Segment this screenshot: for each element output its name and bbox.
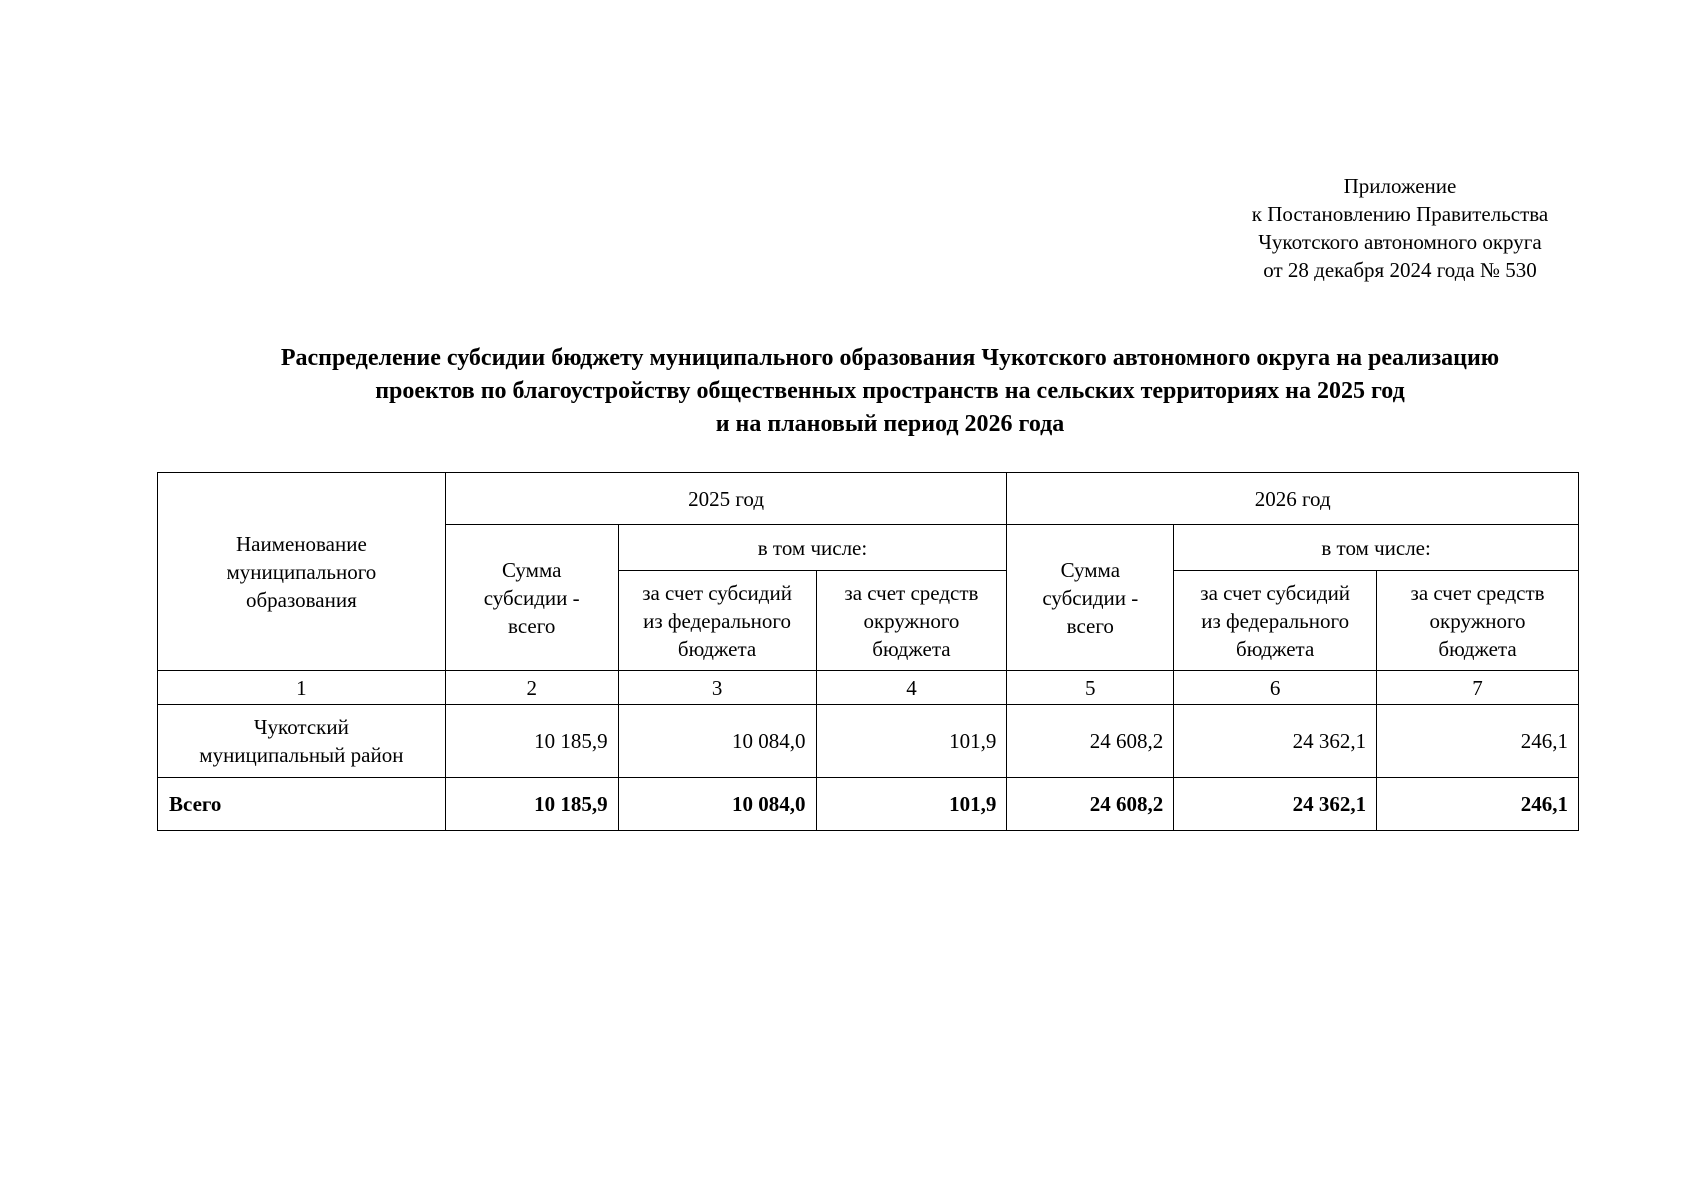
- total-value: 246,1: [1377, 778, 1579, 831]
- municipality-name: Чукотский: [253, 715, 349, 739]
- header-text: за счет средств: [844, 580, 979, 605]
- header-text: Сумма: [501, 557, 562, 582]
- header-text: субсидии -: [483, 585, 580, 610]
- header-name-cell: [158, 473, 446, 671]
- municipality-name: муниципальный район: [199, 743, 404, 767]
- header-total-2026: [1007, 525, 1174, 671]
- header-total-2025: [445, 525, 618, 671]
- header-federal-2026: [1174, 571, 1377, 671]
- document-title: [120, 342, 1660, 441]
- value-cell: 24 608,2: [1007, 705, 1174, 778]
- header-text: бюджета: [1236, 636, 1315, 661]
- title-line: Распределение субсидии бюджету муниципального образования Чукотского автономного округа на реализацию: [280, 345, 1500, 371]
- header-text: бюджета: [677, 636, 757, 661]
- header-year-2025: 2025 год: [445, 473, 1007, 525]
- total-value: 24 608,2: [1007, 778, 1174, 831]
- annex-line: к Постановлению Правительства: [1251, 202, 1549, 226]
- annex-line: от 28 декабря 2024 года № 530: [1263, 258, 1537, 282]
- header-text: окружного: [863, 608, 960, 633]
- header-district-2025: [816, 571, 1007, 671]
- header-text: Сумма: [1060, 557, 1121, 582]
- header-text: бюджета: [1438, 636, 1517, 661]
- header-incl-2025: в том числе:: [618, 525, 1007, 571]
- header-text: всего: [1066, 613, 1114, 638]
- header-text: Наименование: [235, 531, 367, 556]
- column-number: 5: [1007, 671, 1174, 705]
- annex-line: Чукотского автономного округа: [1258, 230, 1542, 254]
- header-text: всего: [508, 613, 556, 638]
- header-text: из федерального: [643, 608, 791, 633]
- column-number: 7: [1377, 671, 1579, 705]
- value-cell: 246,1: [1377, 705, 1579, 778]
- table-row: [158, 705, 1579, 778]
- column-number-row: [158, 671, 1579, 705]
- value-cell: 24 362,1: [1174, 705, 1377, 778]
- header-text: окружного: [1429, 608, 1526, 633]
- header-text: за счет субсидий: [642, 580, 792, 605]
- annex-line: Приложение: [1343, 174, 1457, 198]
- column-number: 6: [1174, 671, 1377, 705]
- value-cell: 10 185,9: [445, 705, 618, 778]
- header-incl-2026: в том числе:: [1174, 525, 1579, 571]
- header-text: муниципального: [226, 559, 377, 584]
- header-text: бюджета: [872, 636, 951, 661]
- total-value: 24 362,1: [1174, 778, 1377, 831]
- total-value: 10 084,0: [618, 778, 816, 831]
- header-text: образования: [245, 587, 357, 612]
- header-text: за счет средств: [1410, 580, 1545, 605]
- header-year-2026: 2026 год: [1007, 473, 1579, 525]
- column-number: 1: [158, 671, 446, 705]
- header-text: за счет субсидий: [1200, 580, 1351, 605]
- column-number: 3: [618, 671, 816, 705]
- total-label: Всего: [158, 778, 446, 831]
- annex-block: [1180, 172, 1620, 284]
- column-number: 2: [445, 671, 618, 705]
- header-text: из федерального: [1201, 608, 1350, 633]
- total-row: [158, 778, 1579, 831]
- total-value: 10 185,9: [445, 778, 618, 831]
- value-cell: 10 084,0: [618, 705, 816, 778]
- column-number: 4: [816, 671, 1007, 705]
- header-text: субсидии -: [1042, 585, 1139, 610]
- header-district-2026: [1377, 571, 1579, 671]
- header-federal-2025: [618, 571, 816, 671]
- value-cell: 101,9: [816, 705, 1007, 778]
- municipality-name-cell: [158, 705, 446, 778]
- title-line: проектов по благоустройству общественных пространств на сельских территориях на 2025 год: [375, 378, 1405, 404]
- title-line: и на плановый период 2026 года: [715, 411, 1065, 437]
- total-value: 101,9: [816, 778, 1007, 831]
- header-row-years: [158, 473, 1579, 525]
- subsidy-table: [157, 472, 1579, 831]
